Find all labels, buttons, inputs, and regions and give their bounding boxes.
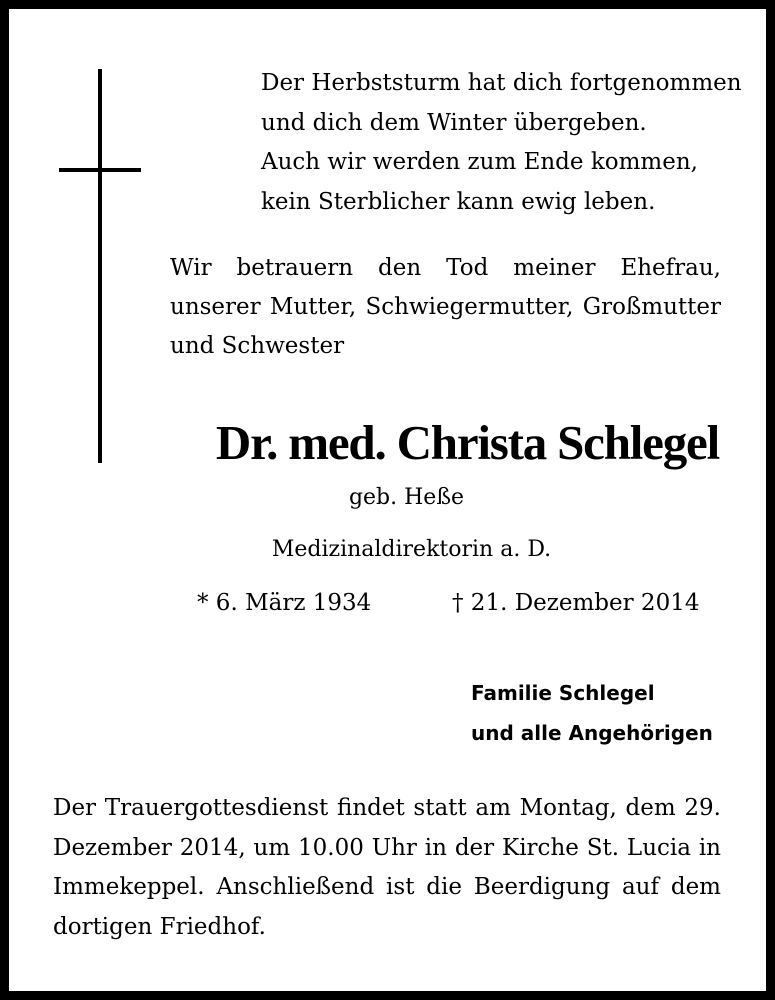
family-signature	[471, 673, 713, 753]
cross-horizontal-bar	[59, 168, 141, 172]
birth-date: * 6. März 1934	[197, 590, 372, 616]
poem-line: und dich dem Winter übergeben.	[261, 109, 647, 136]
birth-name: geb. Heße	[348, 485, 465, 510]
poem-line: Der Herbststurm hat dich fortgenommen	[261, 70, 742, 96]
funeral-service-info: Der Trauergottesdienst findet statt am Montag, dem 29. Dezember 2014, um 10.00 Uhr in der Kirche St. Lucia in Immekeppel. Anschließend ist die Beerdigung auf dem dortigen Friedhof.	[53, 795, 721, 940]
deceased-name: Dr. med. Christa Schlegel	[215, 415, 719, 470]
poem-line: Auch wir werden zum Ende kommen,	[261, 149, 698, 175]
death-date: † 21. Dezember 2014	[452, 590, 700, 616]
signature-line: Familie Schlegel	[471, 681, 655, 705]
poem-line: kein Sterblicher kann ewig leben.	[261, 188, 656, 215]
signature-line: und alle Angehörigen	[471, 721, 713, 745]
poem	[261, 64, 742, 222]
cross-vertical-bar	[98, 69, 102, 463]
professional-title: Medizinaldirektorin a. D.	[271, 537, 552, 562]
mourning-intro: Wir betrauern den Tod meiner Ehefrau, unserer Mutter, Schwiegermutter, Großmutter und Schwester	[170, 255, 721, 359]
